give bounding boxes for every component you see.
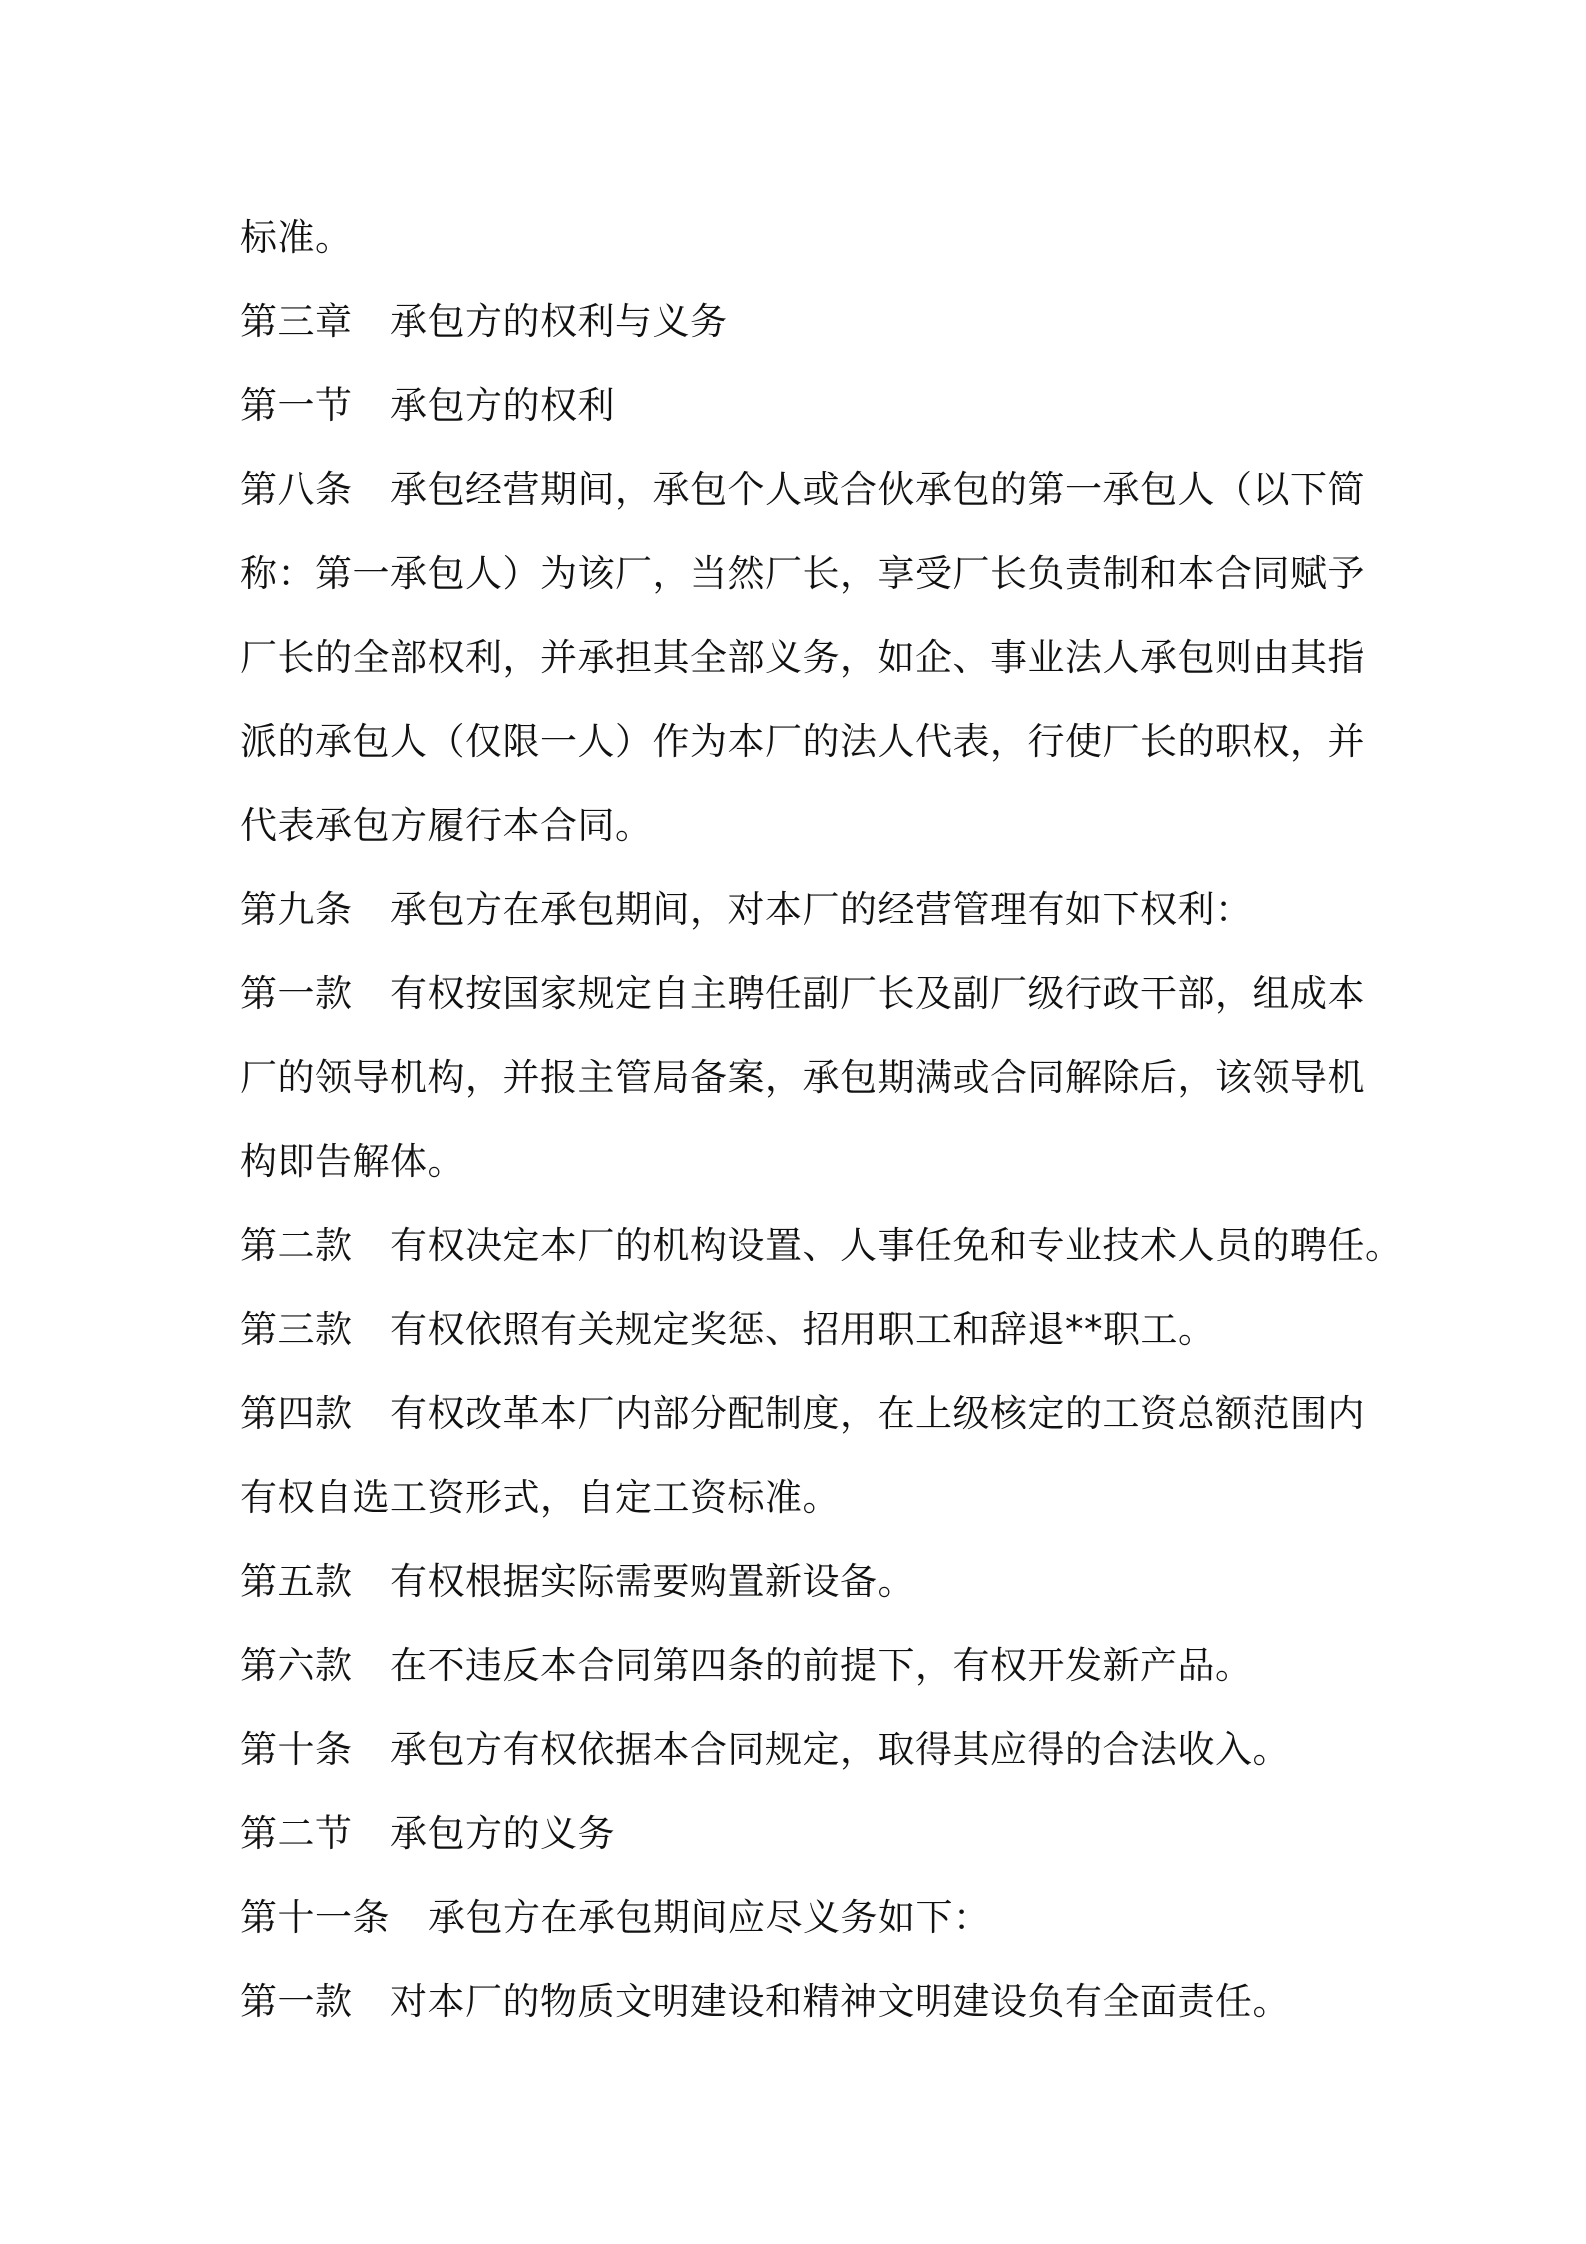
line-text: 有权自选工资形式，自定工资标准。 — [240, 1476, 840, 1519]
article-line — [240, 448, 1370, 532]
clause-line — [240, 1372, 1370, 1456]
chapter-heading — [240, 280, 1370, 364]
article-text: 承包方在承包期间应尽义务如下： — [428, 1896, 991, 1939]
clause-text: 有权决定本厂的机构设置、人事任免和专业技术人员的聘任。 — [390, 1224, 1403, 1267]
clause-number: 第五款 — [240, 1560, 353, 1603]
line-text: 标准。 — [240, 216, 353, 259]
clause-number: 第一款 — [240, 972, 353, 1015]
clause-text: 有权按国家规定自主聘任副厂长及副厂级行政干部，组成本 — [390, 972, 1365, 1015]
clause-text: 在不违反本合同第四条的前提下，有权开发新产品。 — [390, 1644, 1253, 1687]
article-text: 承包经营期间，承包个人或合伙承包的第一承包人（以下简 — [390, 468, 1365, 511]
clause-line — [240, 1960, 1370, 2044]
clause-line — [240, 952, 1370, 1036]
clause-number: 第二款 — [240, 1224, 353, 1267]
line-text: 厂的领导机构，并报主管局备案，承包期满或合同解除后，该领导机 — [240, 1056, 1365, 1099]
section-number: 第一节 — [240, 384, 353, 427]
clause-text: 有权依照有关规定奖惩、招用职工和辞退**职工。 — [390, 1308, 1216, 1351]
clause-text: 有权根据实际需要购置新设备。 — [390, 1560, 915, 1603]
article-line — [240, 868, 1370, 952]
section-title: 承包方的权利 — [390, 384, 615, 427]
text-line — [240, 196, 1370, 280]
article-line — [240, 1708, 1370, 1792]
article-text: 承包方有权依据本合同规定，取得其应得的合法收入。 — [390, 1728, 1290, 1771]
chapter-title: 承包方的权利与义务 — [390, 300, 728, 343]
clause-text: 对本厂的物质文明建设和精神文明建设负有全面责任。 — [390, 1980, 1290, 2023]
section-title: 承包方的义务 — [390, 1812, 615, 1855]
clause-line — [240, 1288, 1370, 1372]
text-line — [240, 532, 1370, 616]
clause-line — [240, 1204, 1403, 1288]
text-line — [240, 1456, 1370, 1540]
text-line — [240, 1036, 1370, 1120]
article-number: 第九条 — [240, 888, 353, 931]
section-number: 第二节 — [240, 1812, 353, 1855]
clause-number: 第四款 — [240, 1392, 353, 1435]
clause-line — [240, 1540, 1370, 1624]
article-number: 第十条 — [240, 1728, 353, 1771]
clause-number: 第三款 — [240, 1308, 353, 1351]
clause-text: 有权改革本厂内部分配制度，在上级核定的工资总额范围内 — [390, 1392, 1365, 1435]
line-text: 厂长的全部权利，并承担其全部义务，如企、事业法人承包则由其指 — [240, 636, 1365, 679]
article-number: 第十一条 — [240, 1896, 390, 1939]
section-heading — [240, 1792, 1370, 1876]
clause-number: 第六款 — [240, 1644, 353, 1687]
line-text: 代表承包方履行本合同。 — [240, 804, 653, 847]
section-heading — [240, 364, 1370, 448]
line-text: 称：第一承包人）为该厂，当然厂长，享受厂长负责制和本合同赋予 — [240, 552, 1365, 595]
document-body — [240, 196, 1403, 2044]
chapter-number: 第三章 — [240, 300, 353, 343]
text-line — [240, 784, 1370, 868]
article-text: 承包方在承包期间，对本厂的经营管理有如下权利： — [390, 888, 1253, 931]
line-text: 派的承包人（仅限一人）作为本厂的法人代表，行使厂长的职权，并 — [240, 720, 1365, 763]
article-line — [240, 1876, 1370, 1960]
text-line — [240, 616, 1370, 700]
line-text: 构即告解体。 — [240, 1140, 465, 1183]
article-number: 第八条 — [240, 468, 353, 511]
clause-number: 第一款 — [240, 1980, 353, 2023]
clause-line — [240, 1624, 1370, 1708]
text-line — [240, 700, 1370, 784]
text-line — [240, 1120, 1370, 1204]
